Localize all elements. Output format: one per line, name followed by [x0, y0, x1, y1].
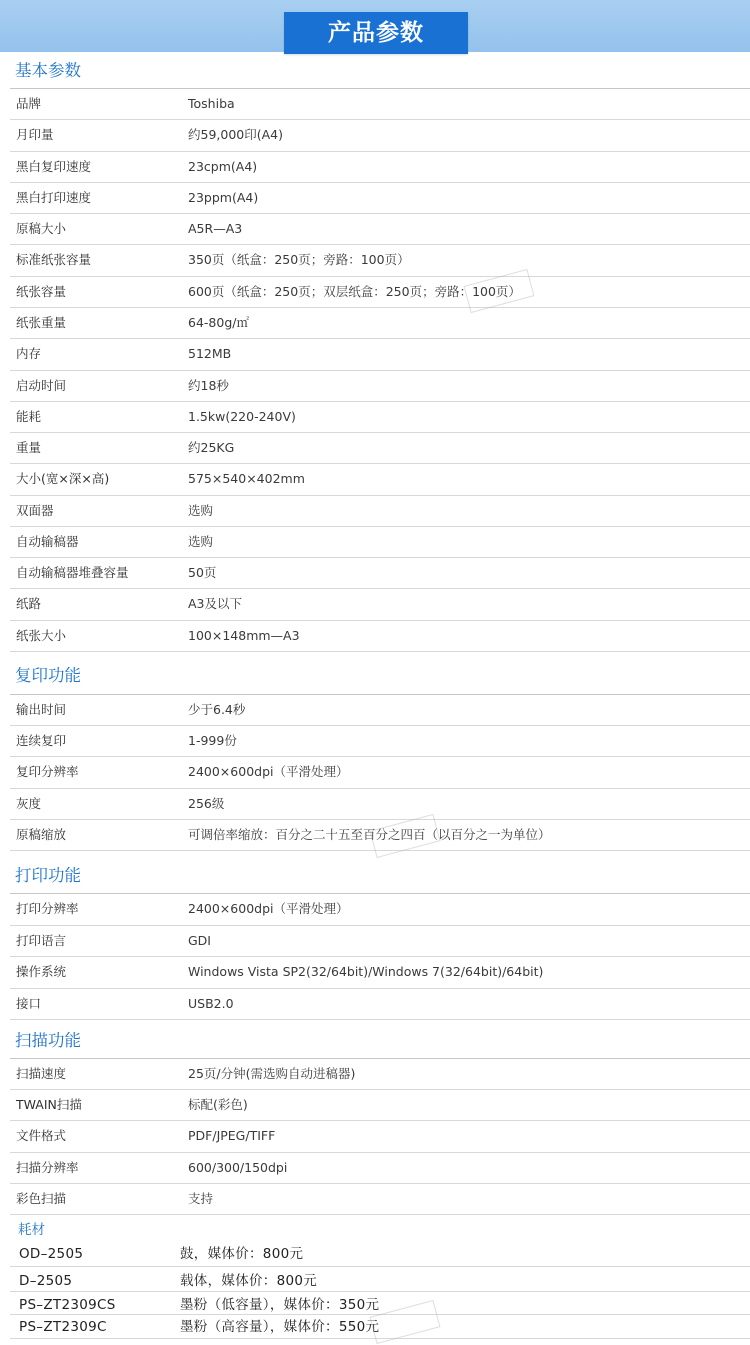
- spec-row: [0, 463, 750, 494]
- spec-row: [0, 307, 750, 338]
- spec-label: 月印量: [16, 127, 54, 143]
- spec-row: [0, 788, 750, 819]
- spec-row: [0, 725, 750, 756]
- spec-value: 256级: [188, 795, 225, 811]
- spec-value: 约59,000印(A4): [188, 127, 283, 143]
- spec-label: 纸张重量: [16, 314, 67, 330]
- spec-value: 2400×600dpi（平滑处理）: [188, 901, 349, 916]
- spec-row: [0, 1120, 750, 1151]
- spec-label: 内存: [16, 346, 42, 362]
- spec-row: [0, 432, 750, 463]
- spec-value: 23ppm(A4): [188, 189, 259, 205]
- spec-row: [0, 88, 750, 119]
- spec-label: 标准纸张容量: [16, 252, 92, 268]
- spec-row: [0, 988, 750, 1019]
- spec-value: 1.5kw(220-240V): [188, 408, 296, 424]
- spec-label: 大小(宽×深×高): [16, 471, 110, 487]
- spec-label: 自动输稿器: [16, 533, 79, 549]
- spec-row: [0, 694, 750, 725]
- row-divider: [10, 651, 750, 652]
- spec-value: A5R—A3: [188, 221, 243, 237]
- consumable-row: [0, 1242, 750, 1266]
- spec-value: 100×148mm—A3: [188, 627, 300, 643]
- spec-label: 自动输稿器堆叠容量: [16, 565, 129, 581]
- spec-label: TWAIN扫描: [16, 1097, 82, 1113]
- section-title: 打印功能: [15, 866, 81, 885]
- spec-row: [0, 1183, 750, 1214]
- spec-row: [0, 151, 750, 182]
- section-title: 扫描功能: [15, 1031, 81, 1050]
- spec-row: [0, 213, 750, 244]
- row-divider: [10, 1314, 750, 1315]
- row-divider: [10, 1019, 750, 1020]
- spec-value: 512MB: [188, 346, 232, 362]
- spec-label: 品牌: [16, 96, 42, 111]
- spec-value: 575×540×402mm: [188, 471, 305, 487]
- spec-value: 64-80g/㎡: [188, 314, 249, 330]
- page-title: 产品参数: [284, 12, 468, 54]
- spec-row: [0, 620, 750, 651]
- spec-value: 可调倍率缩放：百分之二十五至百分之四百（以百分之一为单位）: [188, 826, 551, 842]
- spec-label: 文件格式: [16, 1128, 67, 1144]
- spec-value: 23cpm(A4): [188, 158, 258, 174]
- spec-value: Toshiba: [188, 96, 235, 111]
- spec-value: A3及以下: [188, 596, 243, 612]
- spec-value: 350页（纸盒：250页；旁路：100页）: [188, 252, 410, 268]
- spec-label: 连续复印: [16, 733, 67, 749]
- spec-value: GDI: [188, 932, 211, 948]
- row-divider: [10, 1291, 750, 1292]
- consumable-model: PS–ZT2309CS: [19, 1297, 116, 1313]
- spec-label: 黑白打印速度: [16, 189, 92, 205]
- consumable-model: PS–ZT2309C: [19, 1319, 107, 1335]
- spec-row: [0, 119, 750, 150]
- consumable-model: D–2505: [19, 1273, 73, 1289]
- spec-value: 50页: [188, 565, 217, 581]
- spec-label: 重量: [16, 440, 42, 456]
- spec-value: Windows Vista SP2(32/64bit)/Windows 7(32/64bit)/64bit): [188, 964, 544, 979]
- spec-label: 打印分辨率: [16, 901, 79, 916]
- spec-value: 2400×600dpi（平滑处理）: [188, 764, 349, 780]
- spec-value: 约18秒: [188, 377, 229, 393]
- spec-label: 打印语言: [16, 932, 67, 948]
- row-divider: [10, 1266, 750, 1267]
- spec-row: [0, 526, 750, 557]
- spec-label: 原稿缩放: [16, 826, 67, 842]
- spec-value: 约25KG: [188, 440, 235, 456]
- spec-row: [0, 956, 750, 987]
- spec-value: 1-999份: [188, 733, 237, 749]
- spec-label: 黑白复印速度: [16, 158, 92, 174]
- spec-label: 原稿大小: [16, 221, 67, 237]
- spec-value: 标配(彩色): [188, 1097, 248, 1113]
- spec-row: [0, 819, 750, 850]
- spec-row: [0, 925, 750, 956]
- spec-value: 25页/分钟(需选购自动进稿器): [188, 1066, 356, 1081]
- spec-row: [0, 338, 750, 369]
- spec-value: USB2.0: [188, 995, 234, 1011]
- consumable-row: [0, 1269, 750, 1293]
- spec-label: 灰度: [16, 795, 42, 811]
- consumable-model: OD–2505: [19, 1246, 84, 1262]
- spec-label: 能耗: [16, 408, 42, 424]
- spec-row: [0, 1058, 750, 1089]
- spec-label: 彩色扫描: [16, 1190, 67, 1206]
- spec-value: 600页（纸盒：250页；双层纸盒：250页；旁路：100页）: [188, 283, 521, 299]
- spec-row: [0, 1089, 750, 1120]
- consumable-desc: 载体，媒体价：800元: [180, 1273, 318, 1289]
- section-title: 复印功能: [15, 666, 81, 685]
- spec-label: 启动时间: [16, 377, 67, 393]
- row-divider: [10, 1214, 750, 1215]
- spec-label: 扫描速度: [16, 1066, 67, 1081]
- section-title: 基本参数: [15, 61, 81, 80]
- consumable-desc: 墨粉（高容量），媒体价：550元: [180, 1319, 380, 1335]
- spec-row: [0, 557, 750, 588]
- spec-row: [0, 495, 750, 526]
- spec-row: [0, 893, 750, 924]
- spec-label: 复印分辨率: [16, 764, 79, 780]
- spec-value: PDF/JPEG/TIFF: [188, 1128, 276, 1144]
- spec-label: 纸路: [16, 596, 42, 612]
- spec-value: 选购: [188, 533, 214, 549]
- consumable-desc: 鼓，媒体价：800元: [180, 1246, 304, 1262]
- consumable-row: [0, 1315, 750, 1339]
- spec-row: [0, 1152, 750, 1183]
- spec-label: 纸张大小: [16, 627, 67, 643]
- spec-value: 选购: [188, 502, 214, 518]
- spec-label: 双面器: [16, 502, 54, 518]
- spec-row: [0, 370, 750, 401]
- spec-label: 扫描分辨率: [16, 1159, 79, 1175]
- row-divider: [10, 850, 750, 851]
- spec-value: 少于6.4秒: [188, 702, 246, 717]
- spec-row: [0, 401, 750, 432]
- spec-value: 600/300/150dpi: [188, 1159, 288, 1175]
- spec-label: 输出时间: [16, 702, 67, 717]
- consumables-title: 耗材: [18, 1222, 45, 1238]
- spec-row: [0, 276, 750, 307]
- spec-row: [0, 244, 750, 275]
- spec-label: 纸张容量: [16, 283, 67, 299]
- row-divider: [10, 1338, 750, 1339]
- spec-label: 操作系统: [16, 964, 67, 979]
- spec-value: 支持: [188, 1190, 214, 1206]
- spec-row: [0, 756, 750, 787]
- spec-row: [0, 182, 750, 213]
- spec-row: [0, 588, 750, 619]
- consumable-desc: 墨粉（低容量），媒体价：350元: [180, 1297, 380, 1313]
- spec-label: 接口: [16, 995, 42, 1011]
